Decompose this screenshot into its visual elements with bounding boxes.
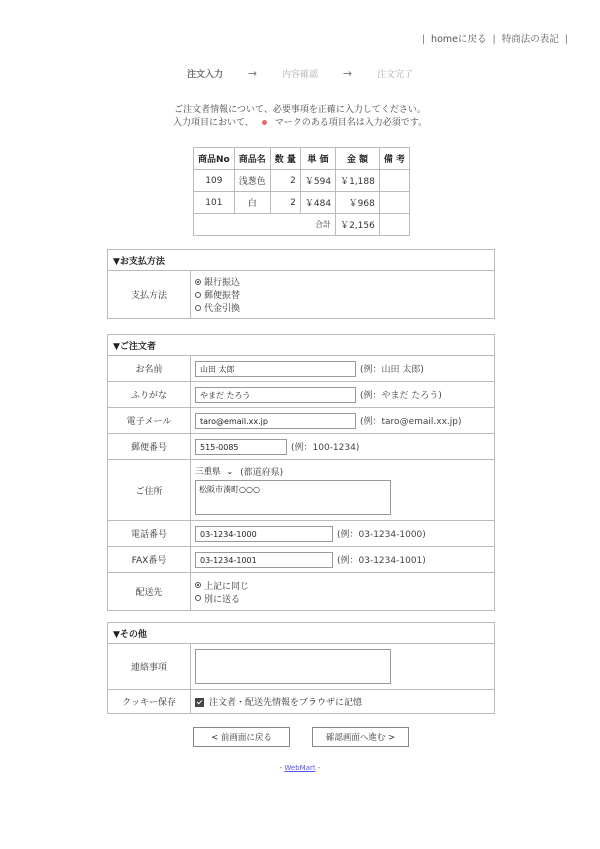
payment-option-bank[interactable]: 銀行振込	[195, 275, 490, 288]
home-link[interactable]: homeに戻る	[431, 34, 487, 45]
item-note	[379, 170, 409, 192]
nav-separator: |	[564, 34, 568, 45]
radio-icon[interactable]	[195, 292, 201, 298]
address-label: ご住所	[108, 460, 191, 521]
name-example: (例：山田 太郎)	[360, 365, 424, 375]
kana-input[interactable]: やまだ たろう	[195, 387, 356, 403]
tel-example: (例：03-1234-1000)	[337, 530, 426, 540]
payment-method-options	[191, 271, 495, 319]
intro-line-2: 入力項目において、 マークのある項目名は入力必須です。	[172, 118, 428, 128]
name-input[interactable]: 山田 太郎	[195, 361, 356, 377]
col-header: 商品No	[194, 148, 235, 170]
item-amount: ￥1,188	[336, 170, 380, 192]
shipping-label: 配送先	[108, 573, 191, 611]
section-title: ▼お支払方法	[108, 250, 495, 271]
section-title: ▼ご注文者	[108, 335, 495, 356]
order-table	[193, 147, 410, 236]
step-indicator	[0, 67, 600, 80]
ship-option-other[interactable]: 別に送る	[195, 592, 490, 605]
item-no: 109	[194, 170, 235, 192]
col-header: 商品名	[234, 148, 270, 170]
order-header-row	[194, 148, 410, 170]
fax-example: (例：03-1234-1001)	[337, 556, 426, 566]
section-title: ▼その他	[108, 623, 495, 644]
tel-label: 電話番号	[108, 521, 191, 547]
kana-example: (例：やまだ たろう)	[360, 391, 442, 401]
name-label: お名前	[108, 356, 191, 382]
intro-line-1: ご注文者情報について、必要事項を正確に入力してください。	[174, 105, 426, 115]
legal-notice-link[interactable]: 特商法の表記	[501, 34, 559, 45]
item-price: ￥484	[300, 192, 335, 214]
intro-text	[0, 104, 600, 130]
cookie-checkbox[interactable]	[195, 698, 204, 707]
brand-link[interactable]: WebMart	[284, 764, 316, 772]
step-complete: 注文完了	[376, 70, 413, 80]
chevron-down-icon: ⌄	[226, 466, 234, 476]
item-name: 白	[234, 192, 270, 214]
ship-option-same[interactable]: 上記に同じ	[195, 579, 490, 592]
payment-option-postal[interactable]: 郵便振替	[195, 288, 490, 301]
cookie-label: クッキー保存	[108, 690, 191, 714]
email-label: 電子メール	[108, 408, 191, 434]
payment-option-cod[interactable]: 代金引換	[195, 301, 490, 314]
other-section	[107, 622, 495, 714]
cookie-text: 注文者・配送先情報をブラウザに記憶	[209, 698, 363, 708]
prefecture-select[interactable]: 三重県 ⌄	[195, 466, 234, 477]
item-note	[379, 192, 409, 214]
payment-section	[107, 249, 495, 319]
nav-separator: |	[492, 34, 496, 45]
fax-label: FAX番号	[108, 547, 191, 573]
col-header: 単 価	[300, 148, 335, 170]
nav-separator: |	[421, 34, 426, 45]
email-input[interactable]: taro@email.xx.jp	[195, 413, 356, 429]
address-textarea[interactable]: 松阪市湊町○○○	[195, 480, 391, 515]
radio-selected-icon[interactable]	[195, 279, 201, 285]
required-mark-icon	[262, 120, 267, 125]
col-header: 備 考	[379, 148, 409, 170]
step-order-input: 注文入力	[187, 70, 224, 80]
email-example: (例：taro@email.xx.jp)	[360, 417, 462, 427]
customer-section	[107, 334, 495, 611]
step-confirm: 内容確認	[281, 70, 318, 80]
fax-input[interactable]: 03-1234-1001	[195, 552, 333, 568]
item-name: 浅葱色	[234, 170, 270, 192]
item-qty: 2	[270, 192, 300, 214]
footer: - WebMart -	[279, 764, 321, 772]
total-label: 合計	[194, 214, 336, 236]
radio-icon[interactable]	[195, 305, 201, 311]
top-nav	[419, 31, 571, 45]
next-button[interactable]: 確認画面へ進む >	[312, 727, 409, 747]
total-row	[194, 214, 410, 236]
total-amount: ￥2,156	[336, 214, 380, 236]
contact-label: 連絡事項	[108, 644, 191, 690]
col-header: 金 額	[336, 148, 380, 170]
step-arrow-icon: →	[247, 67, 258, 80]
item-no: 101	[194, 192, 235, 214]
step-arrow-icon: →	[342, 67, 353, 80]
zip-input[interactable]: 515-0085	[195, 439, 287, 455]
item-amount: ￥968	[336, 192, 380, 214]
item-qty: 2	[270, 170, 300, 192]
radio-selected-icon[interactable]	[195, 582, 201, 588]
tel-input[interactable]: 03-1234-1000	[195, 526, 333, 542]
zip-example: (例：100-1234)	[291, 443, 360, 453]
back-button[interactable]: < 前画面に戻る	[193, 727, 290, 747]
kana-label: ふりがな	[108, 382, 191, 408]
item-price: ￥594	[300, 170, 335, 192]
col-header: 数 量	[270, 148, 300, 170]
table-row	[194, 192, 410, 214]
payment-method-label: 支払方法	[108, 271, 191, 319]
prefecture-note: (都道府県)	[240, 468, 284, 478]
contact-textarea[interactable]	[195, 649, 391, 684]
zip-label: 郵便番号	[108, 434, 191, 460]
table-row	[194, 170, 410, 192]
radio-icon[interactable]	[195, 595, 201, 601]
